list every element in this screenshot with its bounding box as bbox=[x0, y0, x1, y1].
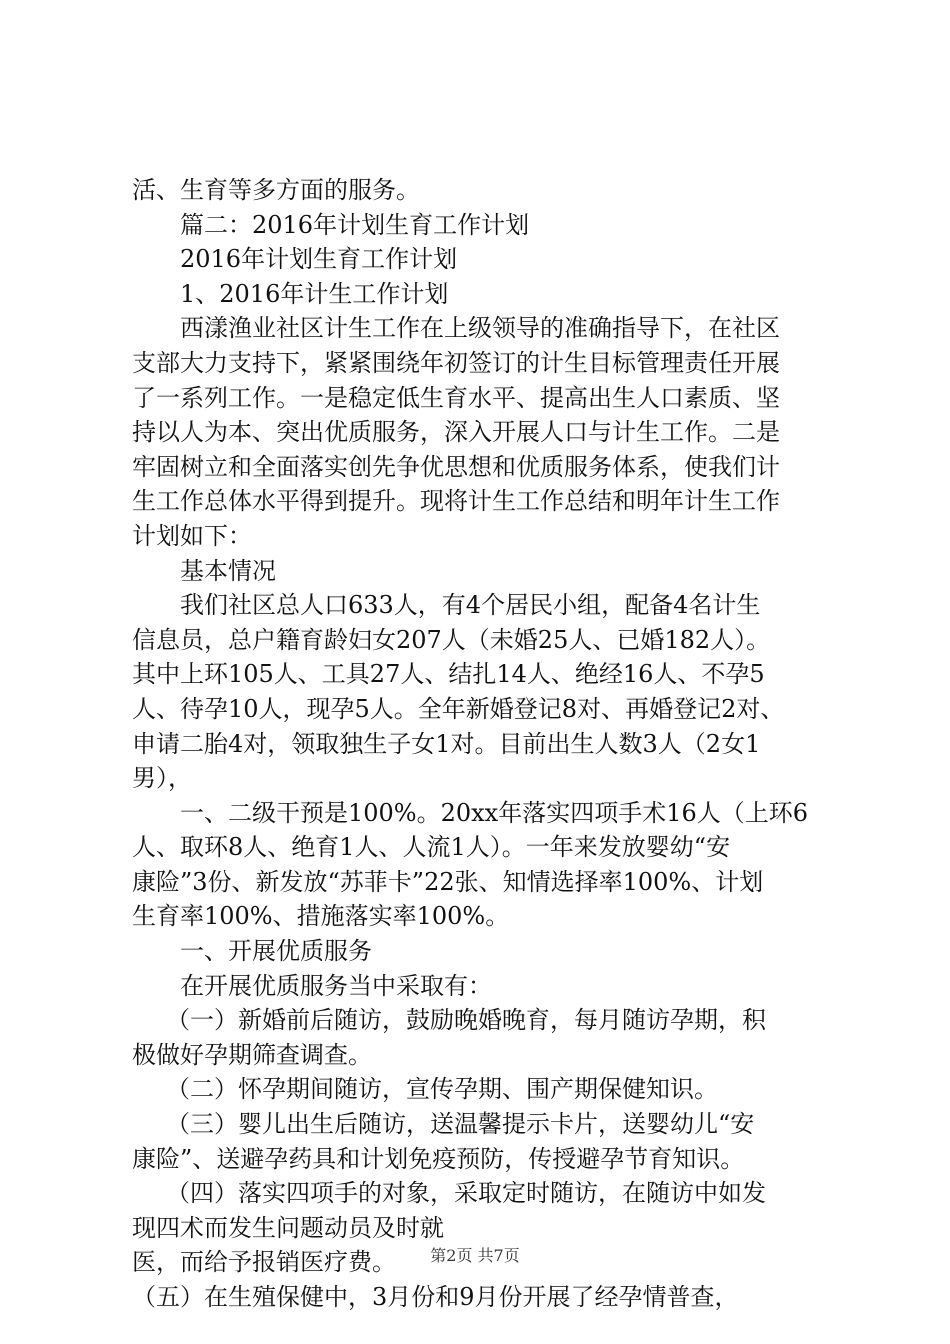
section-heading: 1、2016年计生工作计划 bbox=[180, 279, 449, 308]
text-line: 计划如下： bbox=[132, 521, 252, 550]
text-line: 生工作总体水平得到提升。现将计生工作总结和明年计生工作 bbox=[132, 487, 780, 516]
text-line: 了一系列工作。一是稳定低生育水平、提高出生人口素质、坚 bbox=[132, 383, 780, 412]
text-line: 人、取环8人、绝育1人、人流1人）。一年来发放婴幼“安 bbox=[132, 833, 731, 862]
section-heading: 篇二：2016年计划生育工作计划 bbox=[180, 210, 530, 239]
text-line: 申请二胎4对，领取独生子女1对。目前出生人数3人（2女1 bbox=[132, 729, 761, 758]
text-line: 其中上环105人、工具27人、结扎14人、绝经16人、不孕5 bbox=[132, 660, 765, 689]
text-line: 康险”、送避孕药具和计划免疫预防，传授避孕节育知识。 bbox=[132, 1144, 745, 1173]
text-line: 活、生育等多方面的服务。 bbox=[132, 176, 420, 204]
text-line: 信息员，总户籍育龄妇女207人（未婚25人、已婚182人）。 bbox=[132, 625, 771, 654]
text-line: 康险”3份、新发放“苏菲卡”22张、知情选择率100%、计划 bbox=[132, 867, 764, 896]
text-line: （一）新婚前后随访，鼓励晚婚晚育，每月随访孕期，积 bbox=[166, 1006, 766, 1035]
text-line: 持以人为本、突出优质服务，深入开展人口与计生工作。二是 bbox=[132, 418, 780, 447]
text-line: 现四术而发生问题动员及时就 bbox=[132, 1213, 444, 1242]
text-line: （四）落实四项手的对象，采取定时随访，在随访中如发 bbox=[166, 1179, 766, 1208]
section-heading: 基本情况 bbox=[180, 556, 276, 585]
document-body bbox=[132, 173, 832, 1315]
text-line: 男）， bbox=[132, 764, 192, 793]
text-line: 人、待孕10人，现孕5人。全年新婚登记8对、再婚登记2对、 bbox=[132, 694, 785, 723]
page-number-label: 第2页 共7页 bbox=[430, 1246, 520, 1265]
text-line: 支部大力支持下，紧紧围绕年初签订的计生目标管理责任开展 bbox=[132, 348, 780, 377]
text-line: （二）怀孕期间随访，宣传孕期、围产期保健知识。 bbox=[166, 1075, 718, 1104]
text-line: 我们社区总人口633人，有4个居民小组，配备4名计生 bbox=[180, 591, 761, 620]
text-line: （五）在生殖保健中，3月份和9月份开展了经孕情普查， bbox=[132, 1283, 739, 1311]
section-heading: 一、开展优质服务 bbox=[180, 937, 372, 966]
page-footer bbox=[0, 1243, 950, 1266]
text-line: 生育率100%、措施落实率100%。 bbox=[132, 902, 510, 931]
text-line: （三）婴儿出生后随访，送温馨提示卡片，送婴幼儿“安 bbox=[166, 1110, 755, 1139]
text-line: 医，而给予报销医疗费。 bbox=[132, 1248, 396, 1277]
text-line: 西漾渔业社区计生工作在上级领导的准确指导下，在社区 bbox=[180, 314, 780, 343]
text-line: 在开展优质服务当中采取有： bbox=[180, 971, 492, 1000]
text-line: 牢固树立和全面落实创先争优思想和优质服务体系，使我们计 bbox=[132, 452, 780, 481]
text-line: 一、二级干预是100%。20xx年落实四项手术16人（上环6 bbox=[180, 798, 809, 827]
document-title: 2016年计划生育工作计划 bbox=[180, 245, 458, 274]
text-line: 极做好孕期筛查调查。 bbox=[132, 1040, 372, 1069]
